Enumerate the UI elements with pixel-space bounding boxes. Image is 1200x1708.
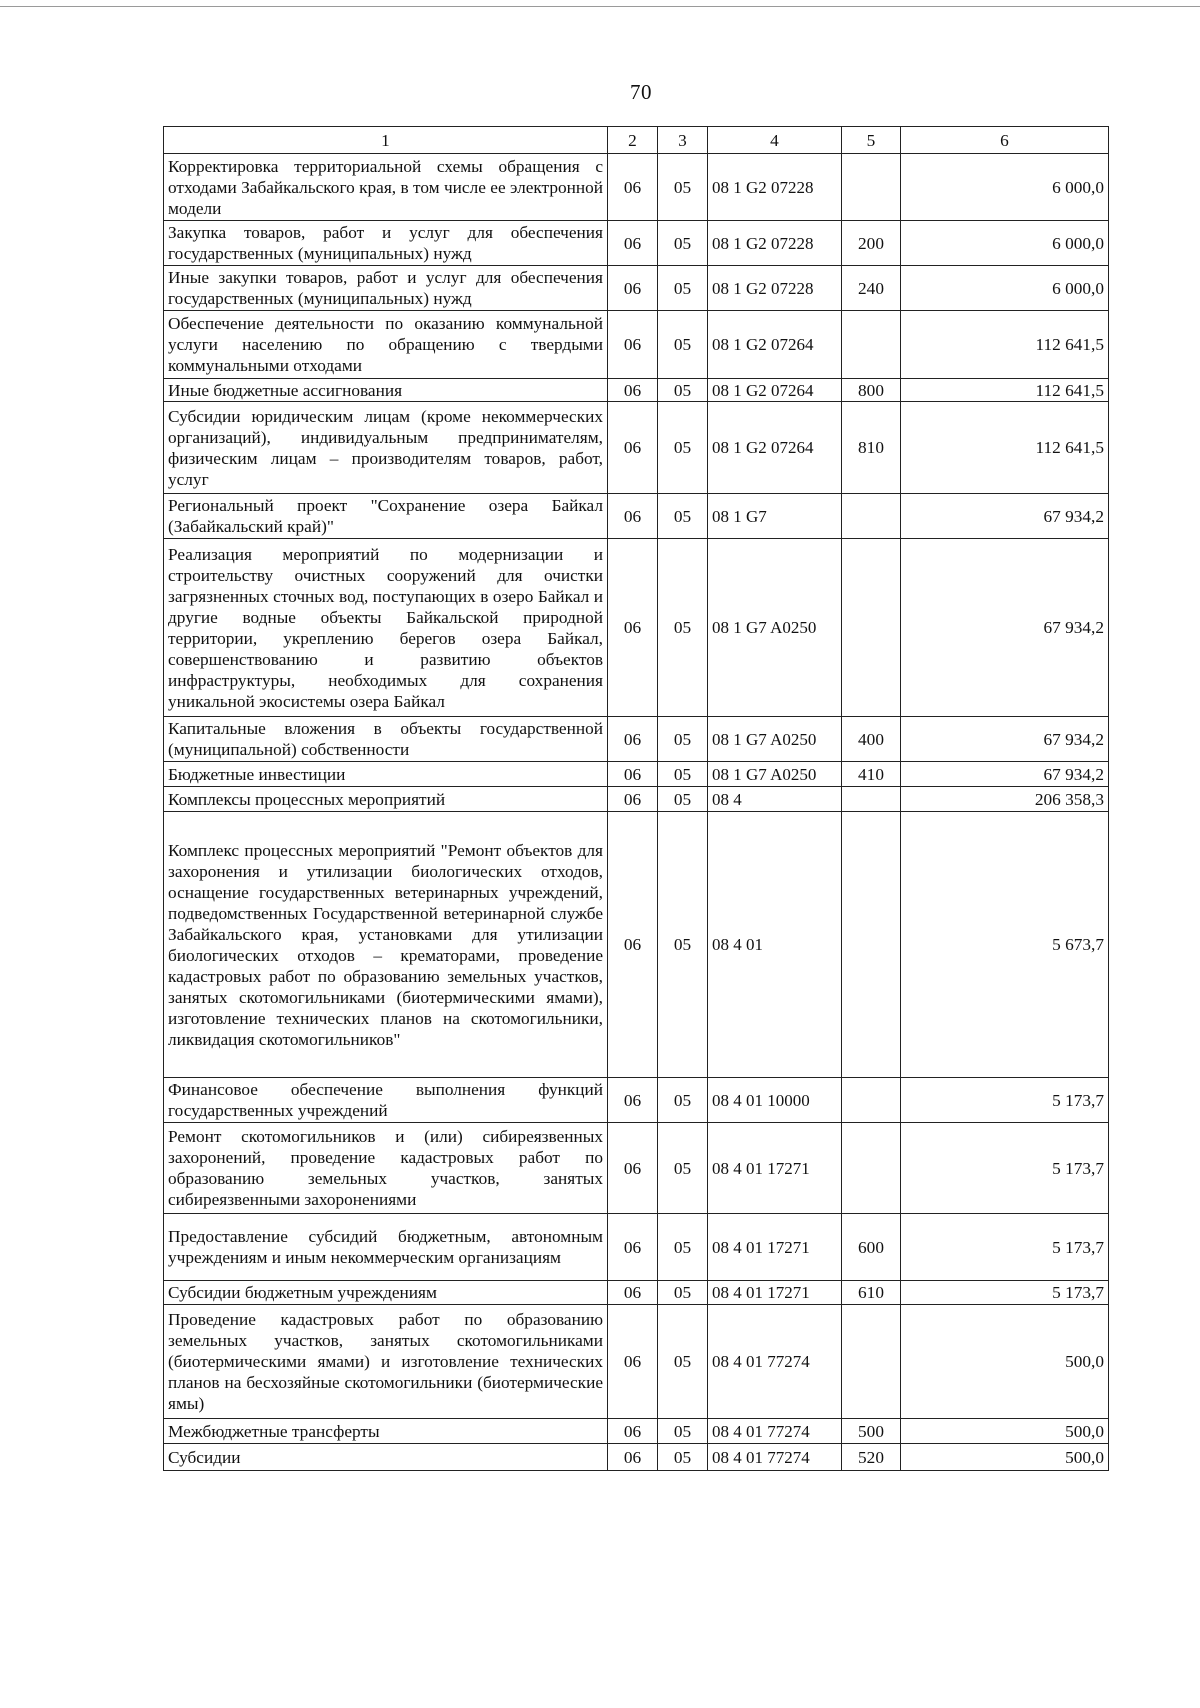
row-target-article: 08 1 G2 07264 (708, 379, 842, 402)
row-expense-type (842, 1305, 901, 1419)
row-amount: 500,0 (901, 1305, 1109, 1419)
table-row (164, 379, 1109, 402)
row-expense-type: 600 (842, 1214, 901, 1281)
row-expense-type (842, 154, 901, 221)
row-name: Бюджетные инвестиции (164, 762, 608, 787)
table-row (164, 762, 1109, 787)
row-expense-type: 800 (842, 379, 901, 402)
table-row (164, 1444, 1109, 1471)
row-target-article: 08 1 G2 07264 (708, 311, 842, 379)
row-target-article: 08 4 01 77274 (708, 1444, 842, 1471)
row-section-code: 06 (608, 1305, 658, 1419)
row-amount: 206 358,3 (901, 787, 1109, 812)
row-name: Региональный проект "Сохранение озера Байкал (Забайкальский край)" (164, 494, 608, 539)
row-target-article: 08 1 G7 A0250 (708, 539, 842, 717)
row-subsection-code: 05 (658, 1123, 708, 1214)
row-target-article: 08 4 01 77274 (708, 1305, 842, 1419)
row-expense-type: 240 (842, 266, 901, 311)
row-name: Проведение кадастровых работ по образованию земельных участков, занятых скотомогильниками (биотермическими ямами) и изготовление технических планов на бесхозяйные скотомогильники (биотермические ямы) (164, 1305, 608, 1419)
row-subsection-code: 05 (658, 311, 708, 379)
row-name: Предоставление субсидий бюджетным, автономным учреждениям и иным некоммерческим организациям (164, 1214, 608, 1281)
row-section-code: 06 (608, 539, 658, 717)
column-header: 3 (658, 127, 708, 154)
row-section-code: 06 (608, 379, 658, 402)
row-expense-type (842, 539, 901, 717)
budget-table (163, 126, 1109, 1471)
row-section-code: 06 (608, 402, 658, 494)
row-name: Субсидии бюджетным учреждениям (164, 1281, 608, 1305)
row-section-code: 06 (608, 1419, 658, 1444)
column-header: 4 (708, 127, 842, 154)
row-subsection-code: 05 (658, 1078, 708, 1123)
page-edge-line (0, 6, 1200, 7)
table-header-row (164, 127, 1109, 154)
row-name: Закупка товаров, работ и услуг для обеспечения государственных (муниципальных) нужд (164, 221, 608, 266)
row-name: Финансовое обеспечение выполнения функций государственных учреждений (164, 1078, 608, 1123)
row-section-code: 06 (608, 1214, 658, 1281)
table-row (164, 494, 1109, 539)
row-expense-type (842, 311, 901, 379)
table-row (164, 154, 1109, 221)
row-amount: 5 673,7 (901, 812, 1109, 1078)
row-subsection-code: 05 (658, 1444, 708, 1471)
table-row (164, 1281, 1109, 1305)
table-row (164, 787, 1109, 812)
table-row (164, 1214, 1109, 1281)
row-section-code: 06 (608, 717, 658, 762)
row-amount: 67 934,2 (901, 717, 1109, 762)
row-subsection-code: 05 (658, 812, 708, 1078)
row-name: Комплексы процессных мероприятий (164, 787, 608, 812)
row-target-article: 08 1 G2 07264 (708, 402, 842, 494)
row-name: Корректировка территориальной схемы обращения с отходами Забайкальского края, в том числе ее электронной модели (164, 154, 608, 221)
row-section-code: 06 (608, 787, 658, 812)
row-amount: 6 000,0 (901, 154, 1109, 221)
row-amount: 500,0 (901, 1419, 1109, 1444)
row-target-article: 08 4 01 17271 (708, 1281, 842, 1305)
row-section-code: 06 (608, 1123, 658, 1214)
row-subsection-code: 05 (658, 787, 708, 812)
row-name: Субсидии юридическим лицам (кроме некоммерческих организаций), индивидуальным предпринимателям, физическим лицам – производителям товаров, работ, услуг (164, 402, 608, 494)
row-expense-type: 410 (842, 762, 901, 787)
row-subsection-code: 05 (658, 379, 708, 402)
row-target-article: 08 1 G7 A0250 (708, 717, 842, 762)
row-target-article: 08 1 G7 A0250 (708, 762, 842, 787)
table-row (164, 402, 1109, 494)
row-name: Обеспечение деятельности по оказанию коммунальной услуги населению по обращению с твердыми коммунальными отходами (164, 311, 608, 379)
table-row (164, 812, 1109, 1078)
row-amount: 67 934,2 (901, 539, 1109, 717)
row-target-article: 08 1 G2 07228 (708, 154, 842, 221)
row-expense-type (842, 1123, 901, 1214)
row-amount: 5 173,7 (901, 1214, 1109, 1281)
row-target-article: 08 4 01 17271 (708, 1123, 842, 1214)
table-row (164, 1419, 1109, 1444)
table-row (164, 1305, 1109, 1419)
row-subsection-code: 05 (658, 1214, 708, 1281)
row-name: Межбюджетные трансферты (164, 1419, 608, 1444)
row-subsection-code: 05 (658, 762, 708, 787)
row-target-article: 08 4 01 17271 (708, 1214, 842, 1281)
table-row (164, 311, 1109, 379)
row-section-code: 06 (608, 762, 658, 787)
row-subsection-code: 05 (658, 494, 708, 539)
row-target-article: 08 4 01 77274 (708, 1419, 842, 1444)
row-section-code: 06 (608, 154, 658, 221)
row-name: Субсидии (164, 1444, 608, 1471)
column-header: 5 (842, 127, 901, 154)
row-amount: 500,0 (901, 1444, 1109, 1471)
row-target-article: 08 1 G7 (708, 494, 842, 539)
row-section-code: 06 (608, 221, 658, 266)
row-expense-type: 500 (842, 1419, 901, 1444)
column-header: 2 (608, 127, 658, 154)
row-section-code: 06 (608, 1281, 658, 1305)
row-subsection-code: 05 (658, 1305, 708, 1419)
row-target-article: 08 1 G2 07228 (708, 221, 842, 266)
row-subsection-code: 05 (658, 402, 708, 494)
row-subsection-code: 05 (658, 1419, 708, 1444)
row-expense-type (842, 494, 901, 539)
row-name: Капитальные вложения в объекты государственной (муниципальной) собственности (164, 717, 608, 762)
table-row (164, 221, 1109, 266)
row-amount: 112 641,5 (901, 402, 1109, 494)
row-subsection-code: 05 (658, 1281, 708, 1305)
row-expense-type (842, 787, 901, 812)
row-target-article: 08 1 G2 07228 (708, 266, 842, 311)
row-section-code: 06 (608, 1444, 658, 1471)
table-row (164, 539, 1109, 717)
table-row (164, 1123, 1109, 1214)
column-header: 1 (164, 127, 608, 154)
row-amount: 6 000,0 (901, 221, 1109, 266)
row-amount: 112 641,5 (901, 379, 1109, 402)
row-amount: 112 641,5 (901, 311, 1109, 379)
row-section-code: 06 (608, 311, 658, 379)
row-subsection-code: 05 (658, 154, 708, 221)
row-expense-type: 520 (842, 1444, 901, 1471)
row-subsection-code: 05 (658, 717, 708, 762)
row-name: Комплекс процессных мероприятий "Ремонт объектов для захоронения и утилизации биологических отходов, оснащение государственных ветеринарных учреждений, подведомственных Государственной ветеринарной службе Забайкальского края, установками для утилизации биологических отходов – крематорами, проведение кадастровых работ по образованию земельных участков, занятых скотомогильниками (биотермическими ямами), изготовление технических планов на скотомогильники, ликвидация скотомогильников" (164, 812, 608, 1078)
table-row (164, 266, 1109, 311)
row-name: Иные закупки товаров, работ и услуг для обеспечения государственных (муниципальных) нужд (164, 266, 608, 311)
table-row (164, 1078, 1109, 1123)
row-subsection-code: 05 (658, 539, 708, 717)
row-name: Иные бюджетные ассигнования (164, 379, 608, 402)
row-subsection-code: 05 (658, 221, 708, 266)
row-amount: 67 934,2 (901, 494, 1109, 539)
row-section-code: 06 (608, 1078, 658, 1123)
row-expense-type (842, 1078, 901, 1123)
row-amount: 5 173,7 (901, 1281, 1109, 1305)
row-expense-type: 810 (842, 402, 901, 494)
row-section-code: 06 (608, 266, 658, 311)
column-header: 6 (901, 127, 1109, 154)
row-section-code: 06 (608, 812, 658, 1078)
row-section-code: 06 (608, 494, 658, 539)
row-expense-type: 610 (842, 1281, 901, 1305)
row-amount: 5 173,7 (901, 1078, 1109, 1123)
budget-table-body (164, 127, 1109, 1471)
row-subsection-code: 05 (658, 266, 708, 311)
row-name: Ремонт скотомогильников и (или) сибиреязвенных захоронений, проведение кадастровых работ по образованию земельных участков, занятых сибиреязвенными захоронениями (164, 1123, 608, 1214)
row-target-article: 08 4 (708, 787, 842, 812)
table-row (164, 717, 1109, 762)
row-expense-type: 200 (842, 221, 901, 266)
row-amount: 67 934,2 (901, 762, 1109, 787)
row-amount: 6 000,0 (901, 266, 1109, 311)
row-target-article: 08 4 01 10000 (708, 1078, 842, 1123)
row-name: Реализация мероприятий по модернизации и строительству очистных сооружений для очистки загрязненных сточных вод, поступающих в озеро Байкал и другие водные объекты Байкальской природной территории, укреплению берегов озера Байкал, совершенствованию и развитию объектов инфраструктуры, необходимых для сохранения уникальной экосистемы озера Байкал (164, 539, 608, 717)
row-expense-type: 400 (842, 717, 901, 762)
row-amount: 5 173,7 (901, 1123, 1109, 1214)
page-number: 70 (630, 80, 652, 104)
row-expense-type (842, 812, 901, 1078)
row-target-article: 08 4 01 (708, 812, 842, 1078)
